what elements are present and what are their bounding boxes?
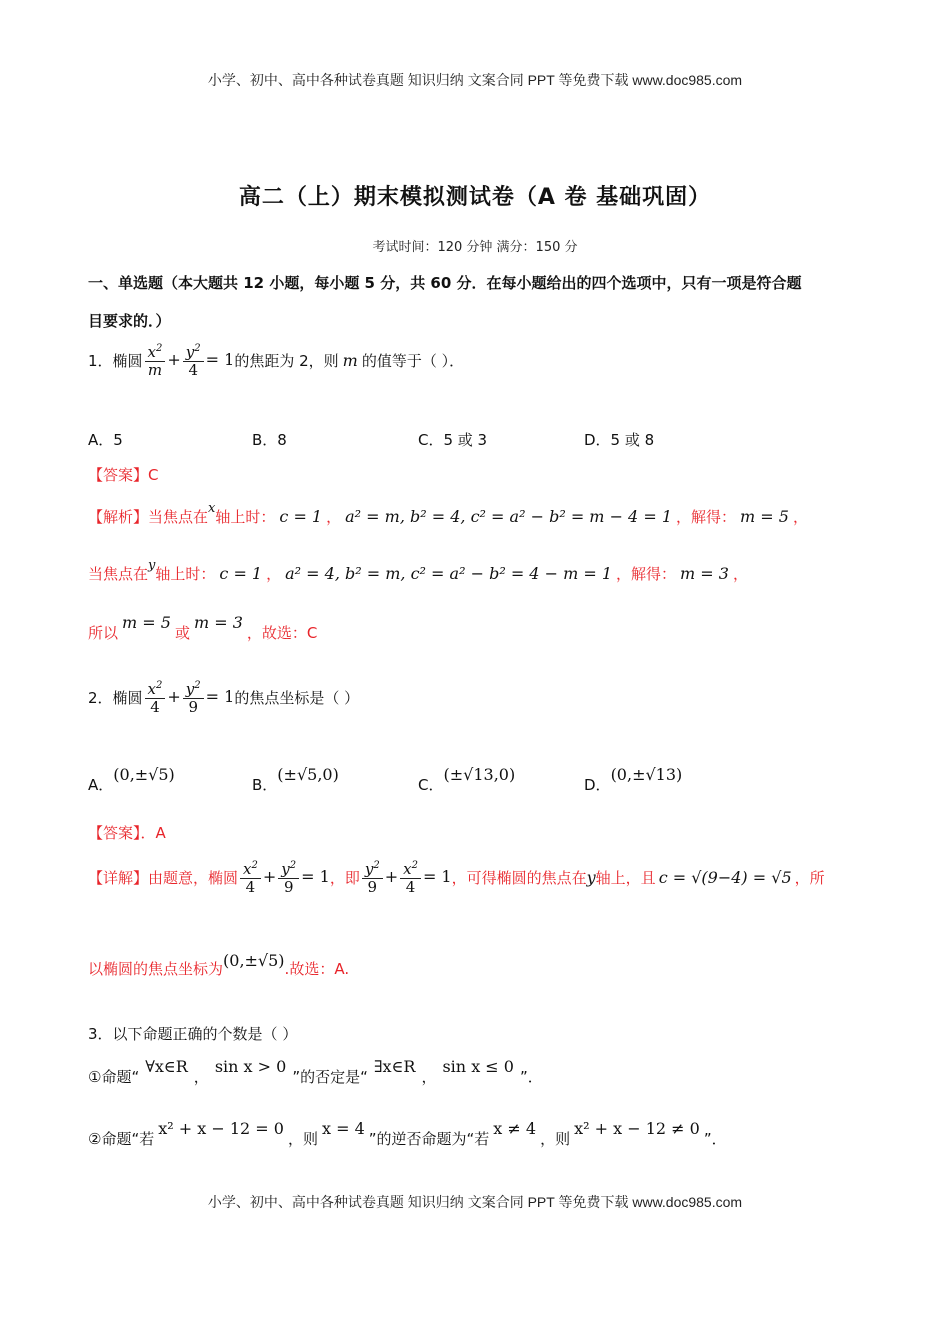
q3-s1-eq2: sin x > 0 (214, 1057, 287, 1076)
exam-info: 考试时间：120 分钟 满分：150 分 (372, 240, 578, 255)
q1-a2-text1: 当焦点在 (88, 565, 149, 583)
q2-d-text4: 轴上，且 (595, 869, 656, 887)
q2-d-line2-end: .故选：A. (284, 960, 350, 978)
q2-option-d-label: D． (584, 776, 611, 794)
q3-s1-a: ①命题“ (88, 1068, 140, 1086)
q3-s1-c: ”的否定是“ (292, 1068, 368, 1086)
q1-a1-text1: 当焦点在 (148, 508, 209, 526)
q2-d-line2-text: 以椭圆的焦点坐标为 (88, 960, 224, 978)
q3-statement-1 (88, 1056, 543, 1086)
q3-s2-eq4: x² + x − 12 ≠ 0 (574, 1119, 700, 1138)
q3-s2-eq3: x ≠ 4 (493, 1119, 537, 1138)
q1-a1-text3: ，解得： (676, 508, 737, 526)
q3-s1-eq3: ∃x∈R (373, 1057, 416, 1076)
page-title: 高二（上）期末模拟测试卷（A 卷 基础巩固） (238, 185, 712, 210)
q3-s2-d: ，则 (540, 1130, 571, 1148)
question-1 (88, 343, 464, 378)
question-3: 3．以下命题正确的个数是（ ） (88, 1025, 298, 1043)
q1-a1-eq1: c = 1 (279, 507, 323, 526)
q3-s1-eq4: sin x ≤ 0 (442, 1057, 514, 1076)
question-2 (88, 680, 359, 715)
q1-a2-text2: 轴上时： (155, 565, 216, 583)
q2-option-b-value: (±√5,0) (277, 765, 339, 784)
q2-d-line2-eq: (0,±√5) (223, 951, 285, 970)
q1-a2-eq2: a² = 4, b² = m, c² = a² − b² = 4 − m = 1 (285, 564, 612, 583)
q1-a1-text2: 轴上时： (215, 508, 276, 526)
q1-option-b: B．8 (252, 431, 287, 449)
q2-option-a (88, 764, 175, 794)
q2-d-eq: c = √(9−4) = √5 (658, 868, 792, 887)
q1-a3-text1: 所以 (88, 624, 119, 642)
q1-analysis-tag: 【解析】 (88, 508, 149, 526)
q1-var: m (342, 351, 358, 370)
q1-analysis-line1: 【解析】 当焦点在 x 轴上时： c = 1 ， a² = m, b² = 4, c² = a² − b² = m − 4 = 1 ，解得： m = 5 ， (88, 501, 808, 526)
q1-analysis-line3 (88, 613, 318, 643)
page-header: 小学、初中、高中各种试卷真题 知识归纳 文案合同 PPT 等免费下载 www.doc985.com (207, 72, 743, 88)
q3-s2-e: ”． (703, 1130, 727, 1148)
q1-a3-text2: 或 (174, 624, 190, 642)
q1-a1-eq3: m = 5 (740, 507, 789, 526)
q2-option-c-value: (±√13,0) (443, 765, 516, 784)
q2-d-text2: ，即 (329, 869, 360, 887)
q1-answer (88, 464, 159, 485)
q3-statement-2 (88, 1118, 727, 1148)
q1-answer-tag: 【答案】 (88, 466, 149, 484)
q2-answer-value: ．A (140, 824, 166, 842)
section-heading-line1: 一、单选题（本大题共 12 小题，每小题 5 分，共 60 分．在每小题给出的四个选项中，只有一项是符合题 (88, 274, 802, 292)
q2-option-d-value: (0,±√13) (610, 765, 683, 784)
q1-a2-eq1: c = 1 (219, 564, 263, 583)
q2-d-eq2: $\frac{y^2}{9}$ + $\frac{x^2}{4}$ = 1 (360, 860, 452, 895)
q1-a3-eq2: m = 3 (193, 613, 243, 632)
q1-answer-value: C (148, 466, 159, 484)
q1-a2-text3: ，解得： (616, 565, 677, 583)
q1-analysis-line2: 当焦点在 y 轴上时： c = 1 ， a² = 4, b² = m, c² = a² − b² = 4 − m = 1 ，解得： m = 3 ， (88, 558, 748, 583)
q3-s1-e: ”． (519, 1068, 543, 1086)
q1-a2-var: y (148, 558, 156, 573)
section-heading-line2: 目要求的．） (88, 312, 171, 330)
q3-s2-a: ②命题“若 (88, 1130, 155, 1148)
q2-suffix: 的焦点坐标是（ ） (234, 689, 360, 707)
q2-option-b-label: B． (252, 776, 278, 794)
q3-s1-eq1: ∀x∈R (145, 1057, 188, 1076)
q3-s1-d: ， (421, 1068, 437, 1086)
q1-suffix2: 的值等于（ ）． (361, 352, 465, 370)
q2-option-d (584, 764, 683, 794)
q1-option-d: D．5 或 8 (584, 431, 655, 449)
q1-option-c: C．5 或 3 (418, 431, 488, 449)
q3-s2-c: ”的逆否命题为“若 (368, 1130, 490, 1148)
q1-a1-var: x (208, 501, 216, 516)
q2-d-eq1: $\frac{x^2}{4}$ + $\frac{y^2}{9}$ = 1 (238, 860, 330, 895)
q2-answer-tag: 【答案】 (88, 824, 141, 842)
q2-option-b (252, 764, 339, 794)
page-footer: 小学、初中、高中各种试卷真题 知识归纳 文案合同 PPT 等免费下载 www.doc985.com (207, 1194, 743, 1210)
q1-suffix1: 的焦距为 2，则 (234, 352, 339, 370)
q3-s1-b: ， (193, 1068, 209, 1086)
q2-ellipse-equation: $\frac{x^2}{4}$ + $\frac{y^2}{9}$ = 1 (143, 680, 235, 715)
q2-prefix: 2．椭圆 (88, 689, 143, 707)
q2-option-a-value: (0,±√5) (113, 765, 175, 784)
q1-a2-eq3: m = 3 (680, 564, 729, 583)
q1-option-a: A．5 (88, 431, 123, 449)
q3-s2-eq2: x = 4 (321, 1119, 365, 1138)
q2-d-text5: ，所 (794, 869, 825, 887)
q2-detail-line1 (88, 860, 825, 895)
q1-prefix: 1．椭圆 (88, 352, 143, 370)
q2-option-a-label: A． (88, 776, 114, 794)
q2-detail-tag: 【详解】 (88, 869, 149, 887)
q2-d-text1: 由题意，椭圆 (148, 869, 239, 887)
q2-detail-line2 (88, 951, 350, 979)
q3-s2-b: ，则 (287, 1130, 318, 1148)
q2-d-var: y (586, 868, 596, 887)
q2-answer (88, 822, 166, 843)
q2-option-c (418, 764, 516, 794)
q2-d-text3: ，可得椭圆的焦点在 (451, 869, 587, 887)
q1-a3-eq1: m = 5 (122, 613, 171, 632)
q3-s2-eq1: x² + x − 12 = 0 (158, 1119, 284, 1138)
q1-ellipse-equation: $\frac{x^2}{m}$ + $\frac{y^2}{4}$ = 1 (143, 343, 235, 378)
q2-option-c-label: C． (418, 776, 444, 794)
q1-a1-eq2: a² = m, b² = 4, c² = a² − b² = m − 4 = 1 (345, 507, 672, 526)
q1-a3-text3: ，故选：C (246, 624, 318, 642)
